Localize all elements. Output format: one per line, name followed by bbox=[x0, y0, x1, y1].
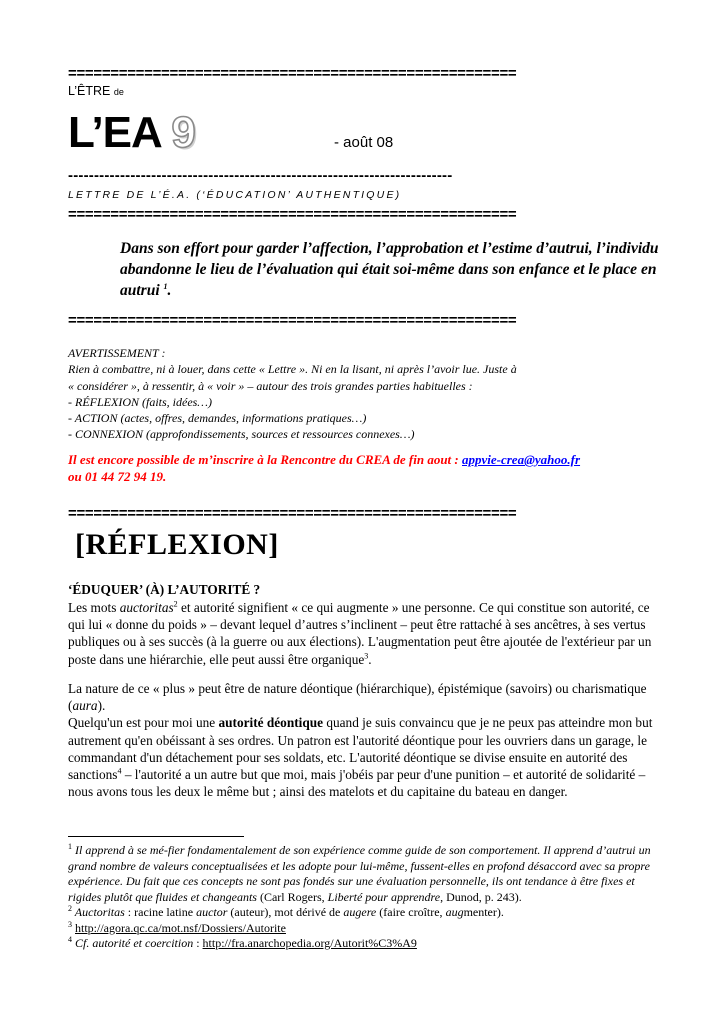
para-text: . bbox=[368, 651, 372, 667]
footnote-text: , Dunod, p. 243). bbox=[440, 889, 522, 904]
footnote-ref[interactable]: 4 bbox=[117, 766, 122, 776]
footnote-text: Auctoritas bbox=[72, 905, 125, 919]
double-separator: ===================================================== bbox=[68, 312, 517, 329]
etre-word: L’ÊTRE bbox=[68, 84, 111, 98]
issue-number: 9 bbox=[171, 108, 195, 157]
epigraph-quote bbox=[120, 238, 660, 301]
footnotes bbox=[68, 843, 668, 952]
footnote-number: 4 bbox=[68, 935, 72, 944]
footnote-1 bbox=[68, 843, 668, 905]
warning-line: - ACTION (actes, offres, demandes, informations pratiques…) bbox=[68, 411, 367, 426]
footnote-text: : racine latine bbox=[124, 905, 197, 919]
footnote-text: Il apprend à se mé-fier fondamentalement de son expérience comme guide de son comportement. Il apprend d’autrui un grand nombre de valeurs conceptualisées et les adopte pour lui-même, fussent-elles en profond désaccord avec sa propre expérience. Du fait que ces concepts ne sont pas fondés sur une évaluation personnelle, ils ont tendance à être fixes et rigides plutôt que fluides et changeants bbox=[68, 843, 651, 904]
footnote-text: augere bbox=[343, 905, 377, 919]
footnote-link[interactable]: http://agora.qc.ca/mot.nsf/Dossiers/Autorite bbox=[75, 920, 286, 935]
section-title: [RÉFLEXION] bbox=[75, 528, 279, 561]
footnote-text: (Carl Rogers, bbox=[256, 889, 328, 904]
notice-phone: ou 01 44 72 94 19. bbox=[68, 469, 167, 484]
footnote-number: 3 bbox=[68, 919, 72, 929]
title-main: L’EA bbox=[68, 108, 161, 157]
newsletter-title bbox=[68, 108, 195, 158]
dashed-separator: -------------------------------------------------------------------------- bbox=[68, 167, 453, 184]
footnote-link[interactable]: http://fra.anarchopedia.org/Autorit%C3%A9 bbox=[202, 936, 417, 950]
etre-label bbox=[68, 84, 124, 98]
para-text: Les mots bbox=[68, 600, 120, 615]
para-italic: aura bbox=[72, 698, 98, 714]
warning-line: - CONNEXION (approfondissements, sources et ressources connexes…) bbox=[68, 427, 415, 442]
warning-line: Rien à combattre, ni à louer, dans cette « Lettre ». Ni en la lisant, ni après l’avoir lue. Juste à bbox=[68, 362, 517, 377]
para-text: – l'autorité a un autre but que moi, mais j'obéis par peur d'une punition – et autorité de solidarité – nous avons tous les deux le même but ; ainsi des matelots et du capitaine du bateau en danger. bbox=[68, 767, 646, 800]
warning-block bbox=[68, 345, 517, 443]
double-separator: ===================================================== bbox=[68, 65, 517, 82]
para-text: et autorité signifient « ce qui augmente » une personne. Ce qui constitue son autorité, ce qui lui « donne du poids » – devant lequel d’autres s’inclinent – peut être rattaché à ses ancêtres, à ses vertus publiques ou à ses succès (à la guerre ou aux élections). L'augmentation peut être ajoutée de l'extérieur par un poste dans une hiérarchie, elle peut aussi être organique bbox=[68, 600, 652, 667]
warning-heading: AVERTISSEMENT : bbox=[68, 346, 166, 360]
double-separator: ===================================================== bbox=[68, 505, 517, 522]
footnote-number: 2 bbox=[68, 904, 72, 913]
footnote-text: menter). bbox=[463, 905, 504, 919]
footnote-ref[interactable]: 3 bbox=[364, 651, 369, 661]
footnote-4 bbox=[68, 936, 668, 952]
para-text: ). bbox=[97, 698, 106, 714]
footnote-text: (auteur), mot dérivé de bbox=[227, 905, 344, 919]
registration-notice bbox=[68, 451, 668, 485]
footnote-text: Liberté pour apprendre bbox=[327, 889, 441, 904]
footnote-text: Cf. autorité et coercition bbox=[72, 936, 194, 950]
footnote-3 bbox=[68, 921, 668, 937]
para-text: La nature de ce « plus » peut être de nature déontique (hiérarchique), épistémique (savoirs) ou charismatique ( bbox=[68, 681, 647, 714]
paragraph bbox=[68, 599, 658, 668]
warning-line: - RÉFLEXION (faits, idées…) bbox=[68, 394, 212, 409]
double-separator: ===================================================== bbox=[68, 206, 517, 223]
notice-text: Il est encore possible de m’inscrire à la Rencontre du CREA de fin aout : bbox=[68, 452, 462, 467]
section-subtitle: ‘ÉDUQUER’ (À) L’AUTORITÉ ? bbox=[68, 582, 261, 597]
footnote-text: : bbox=[193, 936, 203, 950]
para-text: Quelqu'un est pour moi une bbox=[68, 715, 219, 731]
para-italic: auctoritas bbox=[119, 600, 174, 615]
warning-line: « considérer », à ressentir, à « voir » – autour des trois grandes parties habituelles : bbox=[68, 378, 473, 393]
footnote-text: auctor bbox=[196, 905, 228, 919]
newsletter-subtitle: LETTRE DE L’É.A. (‘ÉDUCATION’ AUTHENTIQUE) bbox=[68, 189, 402, 201]
quote-text: Dans son effort pour garder l’affection, l’approbation et l’estime d’autrui, l’individu abandonne le lieu de l’évaluation qui était soi-même dans son enfance et le place en autrui bbox=[120, 240, 659, 299]
footnote-ref[interactable]: 1 bbox=[163, 281, 168, 291]
para-bold: autorité déontique bbox=[218, 715, 324, 731]
footnote-rule bbox=[68, 836, 244, 837]
footnote-text: aug bbox=[445, 905, 464, 919]
para-text: quand je suis convaincu que je ne peux pas atteindre mon but autrement qu'en obéissant à ses ordres. Un patron est l'autorité déontique pour les ouvriers dans un garage, le commandant d'un détachement pour ses soldats, etc. L'autorité déontique se divise ensuite en autorité des sanctions bbox=[68, 715, 653, 783]
issue-date: - août 08 bbox=[334, 134, 394, 151]
paragraph bbox=[68, 680, 658, 800]
footnote-2 bbox=[68, 905, 668, 921]
quote-end: . bbox=[167, 282, 172, 299]
footnote-number: 1 bbox=[68, 842, 72, 851]
footnote-ref[interactable]: 2 bbox=[173, 599, 178, 609]
email-link[interactable]: appvie-crea@yahoo.fr bbox=[462, 452, 581, 467]
etre-de: de bbox=[113, 87, 124, 97]
footnote-text: (faire croître, bbox=[376, 905, 446, 919]
